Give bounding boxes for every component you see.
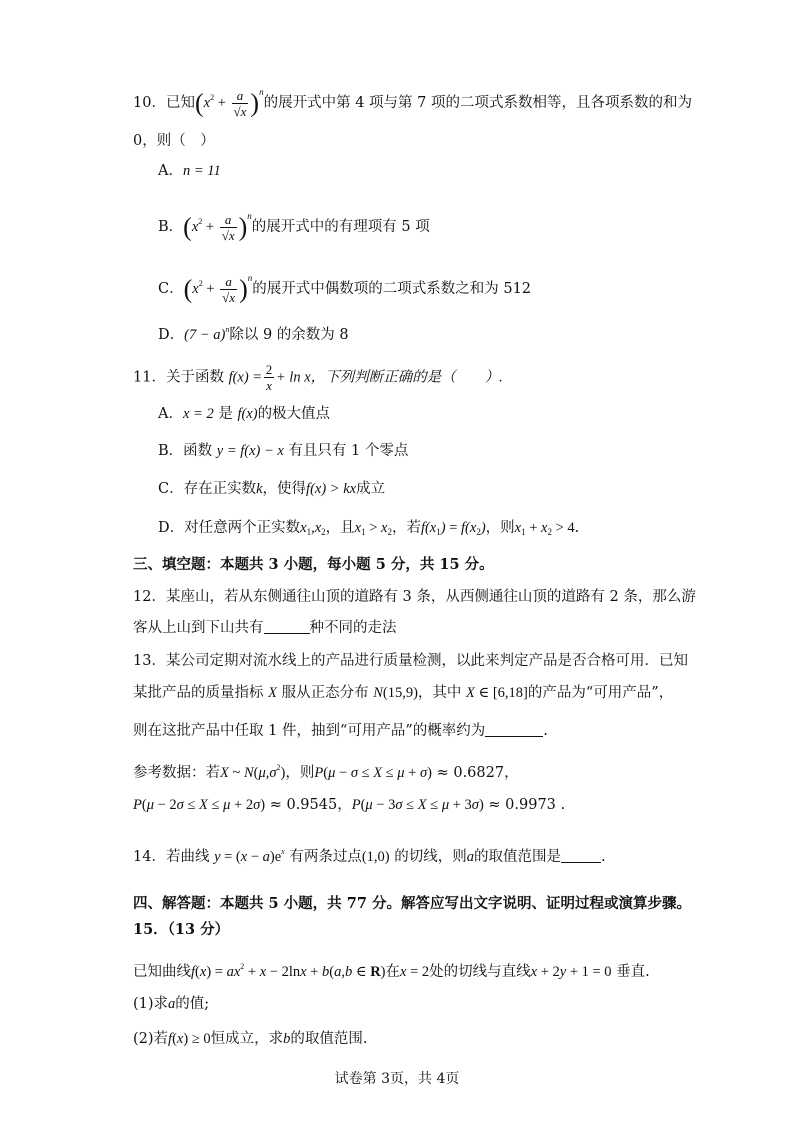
math-sum-gt-4: $x_1 + x_2 > 4$ (514, 520, 575, 537)
q15-part-1: (1)求a的值; (133, 996, 210, 1012)
math-function: $f(x) = ax^2 + x - 2\ln x + b(a,b$ ∈ R) (191, 962, 386, 980)
binomial-expression: ($x^2$ + $\frac{a}{√x}$ )$^n$ (183, 211, 252, 244)
math-normal-general: X ~ $N(\mu,\sigma^2)$ (220, 763, 286, 781)
q10-option-d: D．$(7 - a)^n$除以 9 的余数为 8 (158, 325, 349, 343)
q13-stem-line3: 则在这批产品中任取 1 件，抽到“可用产品”的概率约为 . (133, 723, 548, 739)
answer-blank (561, 848, 601, 863)
q14-stem: 14．若曲线 $y = (x - a)e^x$ 有两条过点(1,0) 的切线，则a的取值范围是 . (133, 847, 606, 865)
section-3-title: 三、填空题：本题共 3 小题，每小题 5 分，共 15 分。 (133, 556, 494, 573)
math-normal-dist: N(15,9) (373, 685, 418, 701)
q11-option-d: D．对任意两个正实数$x_1,x_2$，且$x_1 > x_2$，若$f(x_1) = f(x_2)$，则$x_1 + x_2 > 4$. (158, 520, 580, 537)
q11-option-c: C．存在正实数k，使得f(x) > kx成立 (158, 481, 386, 497)
math-a: a (466, 849, 474, 865)
math-a: a (168, 996, 176, 1012)
math-prob-3sigma: P(μ − 3σ ≤ X ≤ μ + 3σ) (351, 797, 484, 813)
math-f-nonneg: f(x) ≥ 0 (168, 1031, 211, 1047)
math-x1x2: $x_1,x_2$ (300, 520, 326, 537)
math-prob-2sigma: P(μ − 2σ ≤ X ≤ μ + 2σ) (133, 797, 266, 813)
q10-option-a: A．n = 11 (158, 163, 221, 179)
q13-reference-line1: 参考数据：若X ~ $N(\mu,\sigma^2)$，则P(μ − σ ≤ X ≤ μ + σ) ≈ 0.6827， (133, 763, 519, 781)
binomial-expression: ($x^2$ + $\frac{a}{√x}$ )$^n$ (183, 273, 253, 306)
q15-stem: 已知曲线$f(x) = ax^2 + x - 2\ln x + b(a,b$ ∈ R)在x = 2处的切线与直线x + 2y + 1 = 0 垂直. (133, 962, 650, 980)
q12-stem-line2: 客从上山到下山共有 种不同的走法 (133, 620, 397, 636)
math-f-equal: $f(x_1) = f(x_2)$ (420, 520, 486, 537)
q13-reference-line2: P(μ − 2σ ≤ X ≤ μ + 2σ) ≈ 0.9545，P(μ − 3σ ≤ X ≤ μ + 3σ) ≈ 0.9973 . (133, 797, 566, 813)
page-footer: 试卷第 3页，共 4页 (334, 1071, 460, 1087)
math-point: (1,0) (361, 849, 390, 865)
q10-option-c: C．($x^2$ + $\frac{a}{√x}$ )$^n$的展开式中偶数项的二项式系数之和为 512 (158, 273, 532, 306)
section-4-title: 四、解答题：本题共 5 小题，共 77 分。解答应写出文字说明、证明过程或演算步骤。 (133, 895, 691, 912)
q12-stem: 12．某座山，若从东侧通往山顶的道路有 3 条，从西侧通往山顶的道路有 2 条，那么游 (133, 589, 696, 605)
q10-stem-line2: 0，则（ ） (133, 133, 215, 149)
q13-stem-line2: 某批产品的质量指标 X 服从正态分布 N(15,9)，其中 X ∈ [6,18]的产品为“可用产品”， (133, 685, 674, 701)
q10-stem: 10．已知($x^2$ + $\frac{a}{√x}$ )$^n$的展开式中第 4 项与第 7 项的二项式系数相等，且各项系数的和为 (133, 87, 692, 120)
math-x1-gt-x2: $x_1 > x_2$ (354, 520, 392, 537)
math-b: b (283, 1031, 291, 1047)
q15-part-2: (2)若f(x) ≥ 0恒成立，求b的取值范围. (133, 1031, 368, 1047)
q11-option-b: B．函数 y = f(x) − x 有且只有 1 个零点 (158, 443, 409, 459)
q11-option-a: A．x = 2 是 f(x)的极大值点 (158, 406, 331, 422)
math-line: x + 2y + 1 = 0 (530, 964, 612, 980)
math-interval: X ∈ [6,18] (466, 685, 528, 701)
binomial-expression: ($x^2$ + $\frac{a}{√x}$ )$^n$ (194, 87, 264, 120)
answer-blank (264, 619, 310, 634)
math-prob-1sigma: P(μ − σ ≤ X ≤ μ + σ) (314, 765, 432, 781)
q13-stem: 13．某公司定期对流水线上的产品进行质量检测，以此来判定产品是否合格可用．已知 (133, 653, 688, 669)
q15-header: 15．（13 分） (133, 921, 230, 938)
q11-stem: 11．关于函数 f(x) = $\frac{2}{x}$ + ln x，下列判断正确的是（ ）. (133, 362, 503, 393)
fraction: $\frac{2}{x}$ (265, 362, 273, 393)
q10-option-b: B．($x^2$ + $\frac{a}{√x}$ )$^n$的展开式中的有理项有 5 项 (158, 211, 430, 244)
math-X: X (268, 685, 277, 701)
math-x-eq-2: x = 2 (400, 964, 430, 980)
math-curve: $y = (x - a)e^x$ (214, 847, 285, 865)
answer-blank (485, 722, 543, 737)
